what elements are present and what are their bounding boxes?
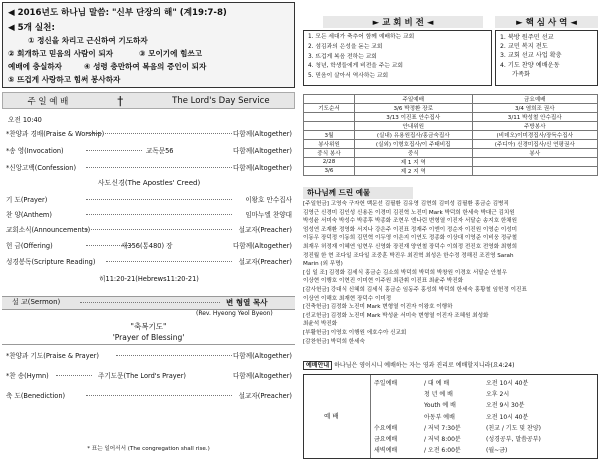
duty-cell: 주방봉사 — [472, 122, 598, 131]
order-label: *찬양과 기도(Praise & Prayer) — [6, 352, 99, 360]
offering-line: [건축헌금] 김정화 노진미 Mark 변형열 이진자 이왕호 이행하 — [303, 304, 453, 311]
duty-cell — [304, 113, 355, 122]
offering-line: [감사헌금] 강대식 신혜희 김세식 홍금순 임동주 홍성희 박덕희 한세숙 홍황철 임헌정 이진표 — [303, 286, 527, 293]
vision-item: 2. 섬김과의 은성을 돋는 교회 — [308, 43, 383, 50]
vision-title: ► 교 회 비 전 ◄ — [323, 16, 483, 28]
order-who: 다함께(Altogether) — [233, 164, 292, 172]
offering-line: 엄성연 조재환 정영화 서지나 강은주 이진표 정재주 이엔이 정순자 이진원 이영순 이성미 — [303, 226, 518, 233]
worship-cell: (친교 / 기도 및 찬양) — [486, 424, 541, 432]
order-center: 히11:20-21(Hebrews11:20-21) — [99, 275, 199, 283]
vision-item: 1. 모든 세대가 축추어 함께 예배하는 교회 — [308, 34, 415, 40]
duty-cell: (비데오)이미경집사/장득수집사 — [472, 131, 598, 140]
plan-item-1: ① 정신을 차리고 근신하여 기도하자 — [28, 36, 148, 45]
offering-line: [주일헌금] 고영숙 구자헌 백문선 김필환 김유영 김현희 김미성 김필환 홍금순 김병직 — [303, 201, 509, 207]
plan-item-2: ② 회개하고 믿음의 사람이 되자 — [8, 49, 114, 58]
worship-cell: / 저녁 7:30분 — [424, 424, 461, 432]
duty-cell: 봉사 — [472, 149, 598, 158]
mission-item: 2. 교민 복지 전도 — [500, 43, 548, 51]
offering-line: [감찬헌금] 박덕희 한세숙 — [303, 338, 365, 345]
order-who: 임마누엘 찬양대 — [245, 211, 292, 219]
order-mid: 교독문56 — [146, 147, 174, 155]
mission-item: 가족화 — [512, 70, 530, 78]
order-label: 교회소식(Announcements) — [6, 226, 91, 234]
verse-title: ◀ 2016년도 하나님 말씀: "신부 단장의 해" (계19:7-8) — [8, 8, 227, 18]
plan-item-3b: 예배에 충실하자 — [8, 62, 62, 71]
order-label: 성경봉독(Scripture Reading) — [6, 258, 96, 266]
offering-line: [부활헌금] 이영호 이행원 에호수아 신교회 — [303, 329, 407, 336]
duty-cell: 3/6 — [304, 167, 355, 176]
duty-cell: 중식 — [355, 149, 473, 158]
order-label: 축 도(Benediction) — [6, 392, 66, 400]
yearly-verse-box — [2, 2, 295, 88]
duty-cell: 3/4 염희조 권사 — [472, 104, 598, 113]
order-center: 사도신경(The Apostles' Creed) — [97, 179, 201, 187]
offering-title: 하나님께 드린 예물 — [303, 187, 413, 199]
duty-cell: 제 2 지 역 — [355, 167, 473, 176]
duty-cell: (주디아) 신경미집사/신 연평권사 — [472, 140, 598, 149]
duty-cell: 3/6 박정환 장로 — [355, 104, 473, 113]
worship-cell: / 대 예 배 — [424, 380, 450, 387]
worship-side-label: 예 배 — [324, 412, 339, 420]
offering-line: 최재우 허정재 이혜연 임현우 신영화 장진재 양연철 장덕수 이희정 전진호 전영화 최형희 — [303, 243, 518, 250]
duty-cell: 중식 봉사 — [304, 149, 355, 158]
duty-cell: (실외) 이형호집사/이 주태비집 — [355, 140, 473, 149]
plan-item-5: ⑤ 뜨겁게 사랑하고 힘써 봉사하자 — [8, 75, 121, 84]
duty-cell — [472, 158, 598, 167]
worship-rows — [374, 378, 541, 456]
worship-cell: (월~금) — [486, 447, 508, 455]
mission-box — [495, 30, 598, 86]
duty-cell: 3/13 이진표 안수집사 — [355, 113, 473, 122]
mission-title: ► 핵 심 사 역 ◄ — [495, 16, 598, 28]
duty-table — [303, 94, 598, 176]
vision-box — [303, 30, 492, 86]
sermon-title-en: 'Prayer of Blessing' — [112, 333, 185, 342]
worship-guide-line — [303, 360, 514, 369]
footnote: * 표는 일어서서 (The congregation shall rise.) — [87, 446, 210, 452]
duty-cell: 봉사위원 — [304, 140, 355, 149]
worship-cell: 수요예배 — [374, 424, 398, 432]
worship-cell: 청 년 예 배 — [424, 391, 453, 399]
service-header — [2, 92, 295, 109]
order-label: 헌 금(Offering) — [6, 242, 53, 250]
worship-cell: 오전 9시 30분 — [486, 402, 525, 410]
worship-guide-label: 예배안내 — [303, 361, 332, 370]
duty-head: 주일예배 — [355, 95, 473, 104]
order-who: 다함께(Altogether) — [233, 372, 292, 380]
mission-item: 3. 교회 선교 사업 확충 — [500, 52, 562, 60]
worship-schedule — [303, 374, 598, 459]
order-who: 설교자(Preacher) — [238, 226, 292, 234]
duty-cell: (실내) 유용원집사/홍금숙집사 — [355, 131, 473, 140]
closing-order — [6, 350, 292, 430]
order-label: *송 영(Invocation) — [6, 147, 64, 155]
offering-line: 이상현 이행호 이현진 이미현 이주원 최관휘 이진표 최윤주 박진화 — [303, 278, 464, 285]
vision-item: 3. 뜨겁게 복음 전하는 교회 — [308, 53, 377, 60]
order-who: 다함께(Altogether) — [233, 147, 292, 155]
worship-cell: 오후 2시 — [486, 391, 510, 399]
offering-line: Marin (외 무명) — [303, 261, 343, 268]
preacher-name-en: (Rev. Hyeong Yeol Byeon) — [196, 310, 273, 317]
order-who: 다함께(Altogether) — [233, 352, 292, 360]
order-who: 다함께(Altogether) — [233, 130, 292, 138]
order-label: 기 도(Prayer) — [6, 196, 48, 204]
offering-line: 최윤석 박진화 — [303, 321, 338, 328]
duty-cell: 3월 — [304, 131, 355, 140]
worship-cell: 오전 10시 40분 — [486, 380, 529, 387]
duty-cell: 안내위원 — [355, 122, 473, 131]
order-mid: 새356(통480) 장 — [121, 242, 173, 250]
offering-line: 김영근 신경미 김인성 신용돈 이경미 김진혁 노진미 Mark 박덕희 한세숙 박대근 김치원 — [303, 209, 515, 216]
duty-cell: 2/28 — [304, 158, 355, 167]
worship-cell: (성경공부, 말씀공부) — [486, 436, 541, 444]
plan-title: ◀ 5개 실천: — [8, 23, 55, 33]
mission-item: 4. 기도 찬양 예배운동 — [500, 61, 560, 69]
order-who: 이왕호 안수집사 — [245, 196, 292, 204]
worship-cell: 새벽예배 — [374, 447, 398, 455]
duty-cell: 제 1 지 역 — [355, 158, 473, 167]
vision-item: 4. 청년, 학생들에게 비전을 주는 교회 — [308, 63, 403, 70]
duty-cell: 기도순서 — [304, 104, 355, 113]
service-time: 오전 10:40 — [8, 116, 42, 124]
offering-line: [십 일 조] 김정화 김세식 홍금순 김소희 박덕희 박덕희 박창원 이경호 서달순 안철우 — [303, 269, 508, 276]
duty-cell — [304, 122, 355, 131]
order-label: *찬양과 경배(Praise & Worship) — [6, 130, 105, 138]
order-who: 설교자(Preacher) — [238, 392, 292, 400]
worship-cell: 금요예배 — [374, 436, 398, 444]
worship-cell: Youth 예 배 — [424, 402, 456, 410]
service-title: 주 일 예 배 — [27, 96, 69, 107]
worship-cell: 주일예배 — [374, 380, 398, 387]
sermon-label: 설 교(Sermon) — [12, 298, 61, 306]
sermon-title: "축복기도" — [130, 322, 167, 331]
worship-cell: / 저녁 8:00분 — [424, 436, 461, 444]
offering-line: 이동우 장덕정 이동희 김민혁 이두영 이은지 이연도 정종화 이상대 이영준 이비웅 정규철 — [303, 235, 518, 242]
right-column — [303, 2, 598, 461]
duty-cell: 3/11 박성철 안수집사 — [472, 113, 598, 122]
order-who: 설교자(Preacher) — [238, 258, 292, 266]
order-label: *신앙고백(Confession) — [6, 164, 77, 172]
offering-line: [선교헌금] 김정화 노진미 Mark 박성윤 서미숙 변형열 이진자 조혜원 최성화 — [303, 312, 489, 319]
order-mid: 주기도문(The Lord's Prayer) — [98, 372, 186, 380]
duty-head: 금요예배 — [472, 95, 598, 104]
plan-item-3: ③ 모이기에 힘쓰고 — [139, 49, 203, 58]
vision-item: 5. 믿음이 살아서 역사하는 교회 — [308, 73, 389, 80]
worship-cell: 오전 10시 40분 — [486, 413, 529, 421]
mission-item: 1. 북방 원주민 선교 — [500, 34, 554, 41]
offering-list — [303, 200, 598, 350]
worship-verse: 하나님은 영이시니 예배하는 자는 영과 진리로 예배할지니라(요4:24) — [334, 362, 515, 369]
worship-cell: / 오전 6:00분 — [424, 447, 461, 455]
offering-line: 정진월 한 현 조다일 조다일 조중훈 박진우 최진혁 최성은 한수정 정해진 조진영 Sarah — [303, 252, 514, 259]
service-english: The Lord's Day Service — [172, 95, 270, 106]
order-label: 찬 양(Anthem) — [6, 211, 52, 219]
order-of-worship — [6, 128, 292, 293]
cross-icon: † — [117, 93, 124, 108]
order-who: 다함께(Altogether) — [233, 242, 292, 250]
preacher-name: 변 형열 목사 — [226, 298, 268, 307]
worship-cell: 아동부 예배 — [424, 413, 455, 421]
duty-cell — [472, 167, 598, 176]
offering-line: 이상연 이해호 최재현 장덕수 이미정 — [303, 295, 392, 302]
offering-line: 박성윤 서미숙 박성수 박종후 박종화 조현우 엔나린 변형열 이진자 서달순 송지호 한채원 — [303, 218, 518, 225]
order-label: *찬 송(Hymn) — [6, 372, 49, 380]
plan-item-4: ④ 성령 충만하여 복음의 증인이 되자 — [84, 62, 207, 71]
